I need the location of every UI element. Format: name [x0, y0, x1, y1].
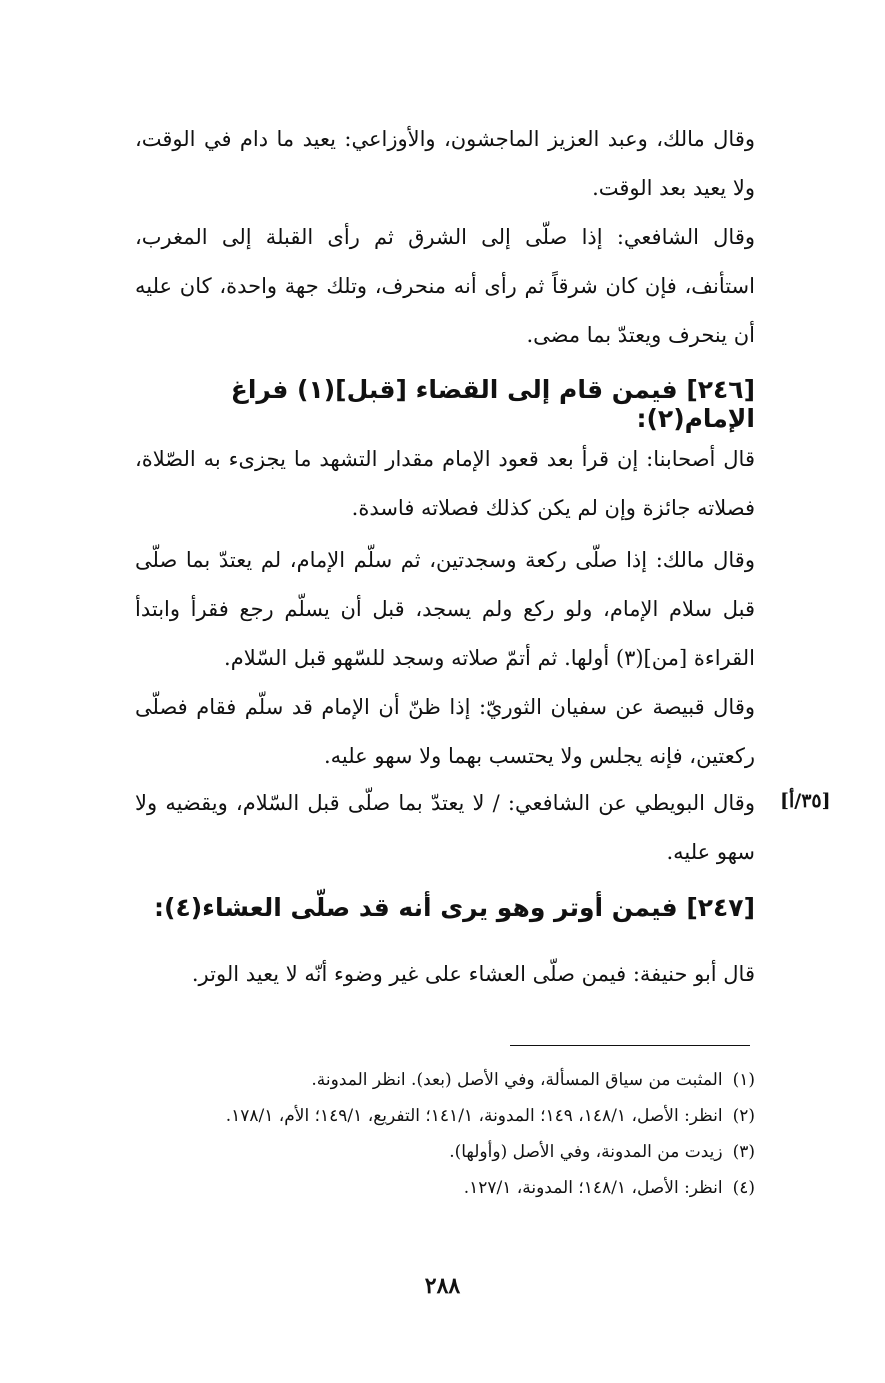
footnote-number: (٢): [732, 1106, 755, 1126]
footnote-text: المثبت من سياق المسألة، وفي الأصل (بعد). انظر المدونة.: [311, 1070, 723, 1090]
section-heading-246: [٢٤٦] فيمن قام إلى القضاء [قبل](١) فراغ الإمام(٢):: [230, 375, 755, 433]
paragraph-ashabuna: قال أصحابنا: إن قرأ بعد قعود الإمام مقدار التشهد ما يجزىء به الصّلاة، فصلاته جائزة وإن لم يكن كذلك فصلاته فاسدة.: [135, 447, 755, 520]
section-heading-247: [٢٤٧] فيمن أوتر وهو يرى أنه قد صلّى العشاء(٤):: [154, 893, 755, 922]
footnote-item: [135, 1134, 755, 1170]
paragraph-malik-rakah: وقال مالك: إذا صلّى ركعة وسجدتين، ثم سلّم الإمام، لم يعتدّ بما صلّى قبل سلام الإمام، ولو ركع ولم يسجد، قبل أن يسلّم رجع فقرأ وابتدأ القراءة [من](٣) أولها. ثم أتمّ صلاته وسجد للسّهو قبل السّلام.: [135, 548, 755, 670]
footnote-text: انظر: الأصل، ١٤٨/١، ١٤٩؛ المدونة، ١٤١/١؛ التفريع، ١٤٩/١؛ الأم، ١٧٨/١.: [225, 1106, 723, 1126]
footnote-divider: [510, 1045, 750, 1046]
page-number: ٢٨٨: [424, 1273, 461, 1299]
footnote-number: (٤): [732, 1178, 755, 1198]
footnote-text: زيدت من المدونة، وفي الأصل (وأولها).: [449, 1142, 723, 1162]
paragraph-qabisa: وقال قبيصة عن سفيان الثوريّ: إذا ظنّ أن الإمام قد سلّم فقام فصلّى ركعتين، فإنه يجلس ولا يحتسب بهما ولا سهو عليه.: [135, 695, 755, 768]
footnote-item: [135, 1062, 755, 1098]
footnote-number: (١): [732, 1070, 755, 1090]
paragraph-abu-hanifa: قال أبو حنيفة: فيمن صلّى العشاء على غير وضوء أنّه لا يعيد الوتر.: [191, 962, 755, 986]
footnote-number: (٣): [732, 1142, 755, 1162]
footnote-item: [135, 1170, 755, 1206]
paragraph-shafii: وقال الشافعي: إذا صلّى إلى الشرق ثم رأى القبلة إلى المغرب، استأنف، فإن كان شرقاً ثم رأى أنه منحرف، وتلك جهة واحدة، كان عليه أن ينحرف ويعتدّ بما مضى.: [135, 225, 755, 347]
footnotes: [135, 1062, 755, 1206]
paragraph-malik: وقال مالك، وعبد العزيز الماجشون، والأوزاعي: يعيد ما دام في الوقت، ولا يعيد بعد الوقت.: [135, 127, 755, 200]
paragraph-buwayti: وقال البويطي عن الشافعي: / لا يعتدّ بما صلّى قبل السّلام، ويقضيه ولا سهو عليه.: [135, 791, 755, 864]
footnote-item: [135, 1098, 755, 1134]
footnote-text: انظر: الأصل، ١٤٨/١؛ المدونة، ١٢٧/١.: [463, 1178, 723, 1198]
manuscript-folio-marker: [٣٥/أ]: [780, 790, 831, 812]
